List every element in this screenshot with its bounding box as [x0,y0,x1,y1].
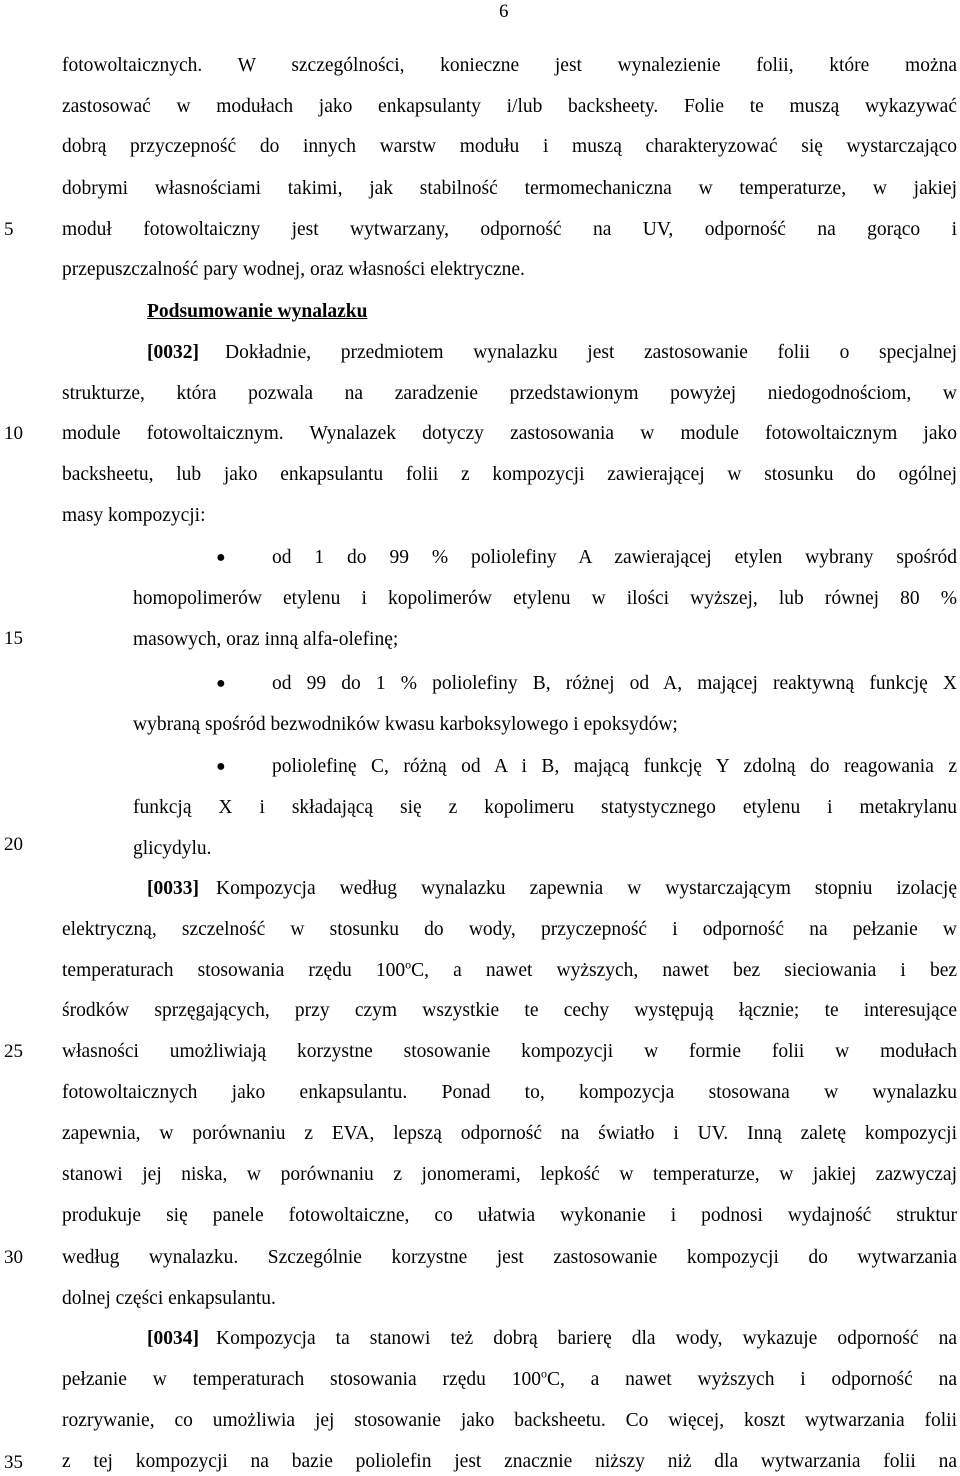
text-line: poliolefinę C, różną od A i B, mającą funkcję Y zdolną do reagowania z [272,756,957,777]
text-line: zastosować w modułach jako enkapsulanty i/lub backsheety. Folie te muszą wykazywać [62,96,957,117]
text-line: rozrywanie, co umożliwia jej stosowanie jako backsheetu. Co więcej, koszt wytwarzania folii [62,1410,957,1431]
text-line: masy kompozycji: [62,505,206,526]
text-line: fotowoltaicznych. W szczególności, konieczne jest wynalezienie folii, które można [62,55,957,76]
paragraph-number: [0032] [147,342,199,363]
text-line: module fotowoltaicznym. Wynalazek dotyczy zastosowania w module fotowoltaicznym jako [62,423,957,444]
text-line [62,958,957,984]
text-line: Kompozycja według wynalazku zapewnia w wystarczającym stopniu izolację [216,878,957,899]
text-line: backsheetu, lub jako enkapsulantu folii z kompozycji zawierającej w stosunku do ogólnej [62,464,957,485]
text-line: Kompozycja ta stanowi też dobrą barierę dla wody, wykazuje odporność na [216,1328,957,1349]
text-line: od 99 do 1 % poliolefiny B, różnej od A, mającej reaktywną funkcję X [272,673,957,694]
text-line: produkuje się panele fotowoltaiczne, co ułatwia wykonanie i podnosi wydajność struktur [62,1205,957,1226]
paragraph-number: [0033] [147,878,199,899]
text-segment: C, a nawet wyższych, nawet bez sieciowania i bez [411,960,957,981]
text-line: Dokładnie, przedmiotem wynalazku jest zastosowanie folii o specjalnej [225,342,957,363]
degree-superscript: o [405,957,412,972]
text-line: zapewnia, w porównaniu z EVA, lepszą odporność na światło i UV. Inną zaletę kompozycji [62,1123,957,1144]
text-line: glicydylu. [133,838,212,859]
text-line: od 1 do 99 % poliolefiny A zawierającej etylen wybrany spośród [272,547,957,568]
text-line: własności umożliwiają korzystne stosowanie kompozycji w formie folii w modułach [62,1041,957,1062]
text-line: homopolimerów etylenu i kopolimerów etylenu w ilości wyższej, lub równej 80 % [133,588,957,609]
text-line: wybraną spośród bezwodników kwasu karboksylowego i epoksydów; [133,714,678,735]
degree-superscript: o [540,1366,547,1381]
text-segment: C, a nawet wyższych i odporność na [546,1369,958,1390]
page-number: 6 [499,1,509,22]
text-line: funkcją X i składającą się z kopolimeru statystycznego etylenu i metakrylanu [133,797,957,818]
line-number-20: 20 [4,834,23,855]
bullet-icon: ● [216,675,226,692]
text-line: moduł fotowoltaiczny jest wytwarzany, odporność na UV, odporność na gorąco i [62,219,957,240]
text-line: dolnej części enkapsulantu. [62,1288,276,1309]
text-line: elektryczną, szczelność w stosunku do wody, przyczepność i odporność na pełzanie w [62,919,957,940]
text-line: przepuszczalność pary wodnej, oraz własności elektryczne. [62,259,525,280]
line-number-25: 25 [4,1041,23,1062]
section-heading: Podsumowanie wynalazku [147,301,368,322]
paragraph-number: [0034] [147,1328,199,1349]
line-number-30: 30 [4,1247,23,1268]
text-line: według wynalazku. Szczególnie korzystne jest zastosowanie kompozycji do wytwarzania [62,1247,957,1268]
text-line: środków sprzęgających, przy czym wszystkie te cechy występują łącznie; te interesujące [62,1000,957,1021]
text-line: masowych, oraz inną alfa-olefinę; [133,629,399,650]
text-line: z tej kompozycji na bazie poliolefin jest znacznie niższy niż dla wytwarzania folii na [62,1451,957,1472]
bullet-icon: ● [216,758,226,775]
line-number-35: 35 [4,1452,23,1473]
text-segment: temperaturach stosowania rzędu 100 [62,960,406,981]
bullet-icon: ● [216,549,226,566]
text-line: fotowoltaicznych jako enkapsulantu. Ponad to, kompozycja stosowana w wynalazku [62,1082,957,1103]
text-segment: pełzanie w temperaturach stosowania rzędu 100 [62,1369,541,1390]
line-number-10: 10 [4,423,23,444]
text-line: strukturze, która pozwala na zaradzenie przedstawionym powyżej niedogodnościom, w [62,383,957,404]
text-line: dobrymi własnościami takimi, jak stabilność termomechaniczna w temperaturze, w jakiej [62,178,957,199]
line-number-15: 15 [4,628,23,649]
text-line: stanowi jej niska, w porównaniu z jonomerami, lepkość w temperaturze, w jakiej zazwyczaj [62,1164,957,1185]
text-line: dobrą przyczepność do innych warstw modułu i muszą charakteryzować się wystarczająco [62,136,957,157]
text-line [62,1367,957,1393]
line-number-5: 5 [4,219,14,240]
